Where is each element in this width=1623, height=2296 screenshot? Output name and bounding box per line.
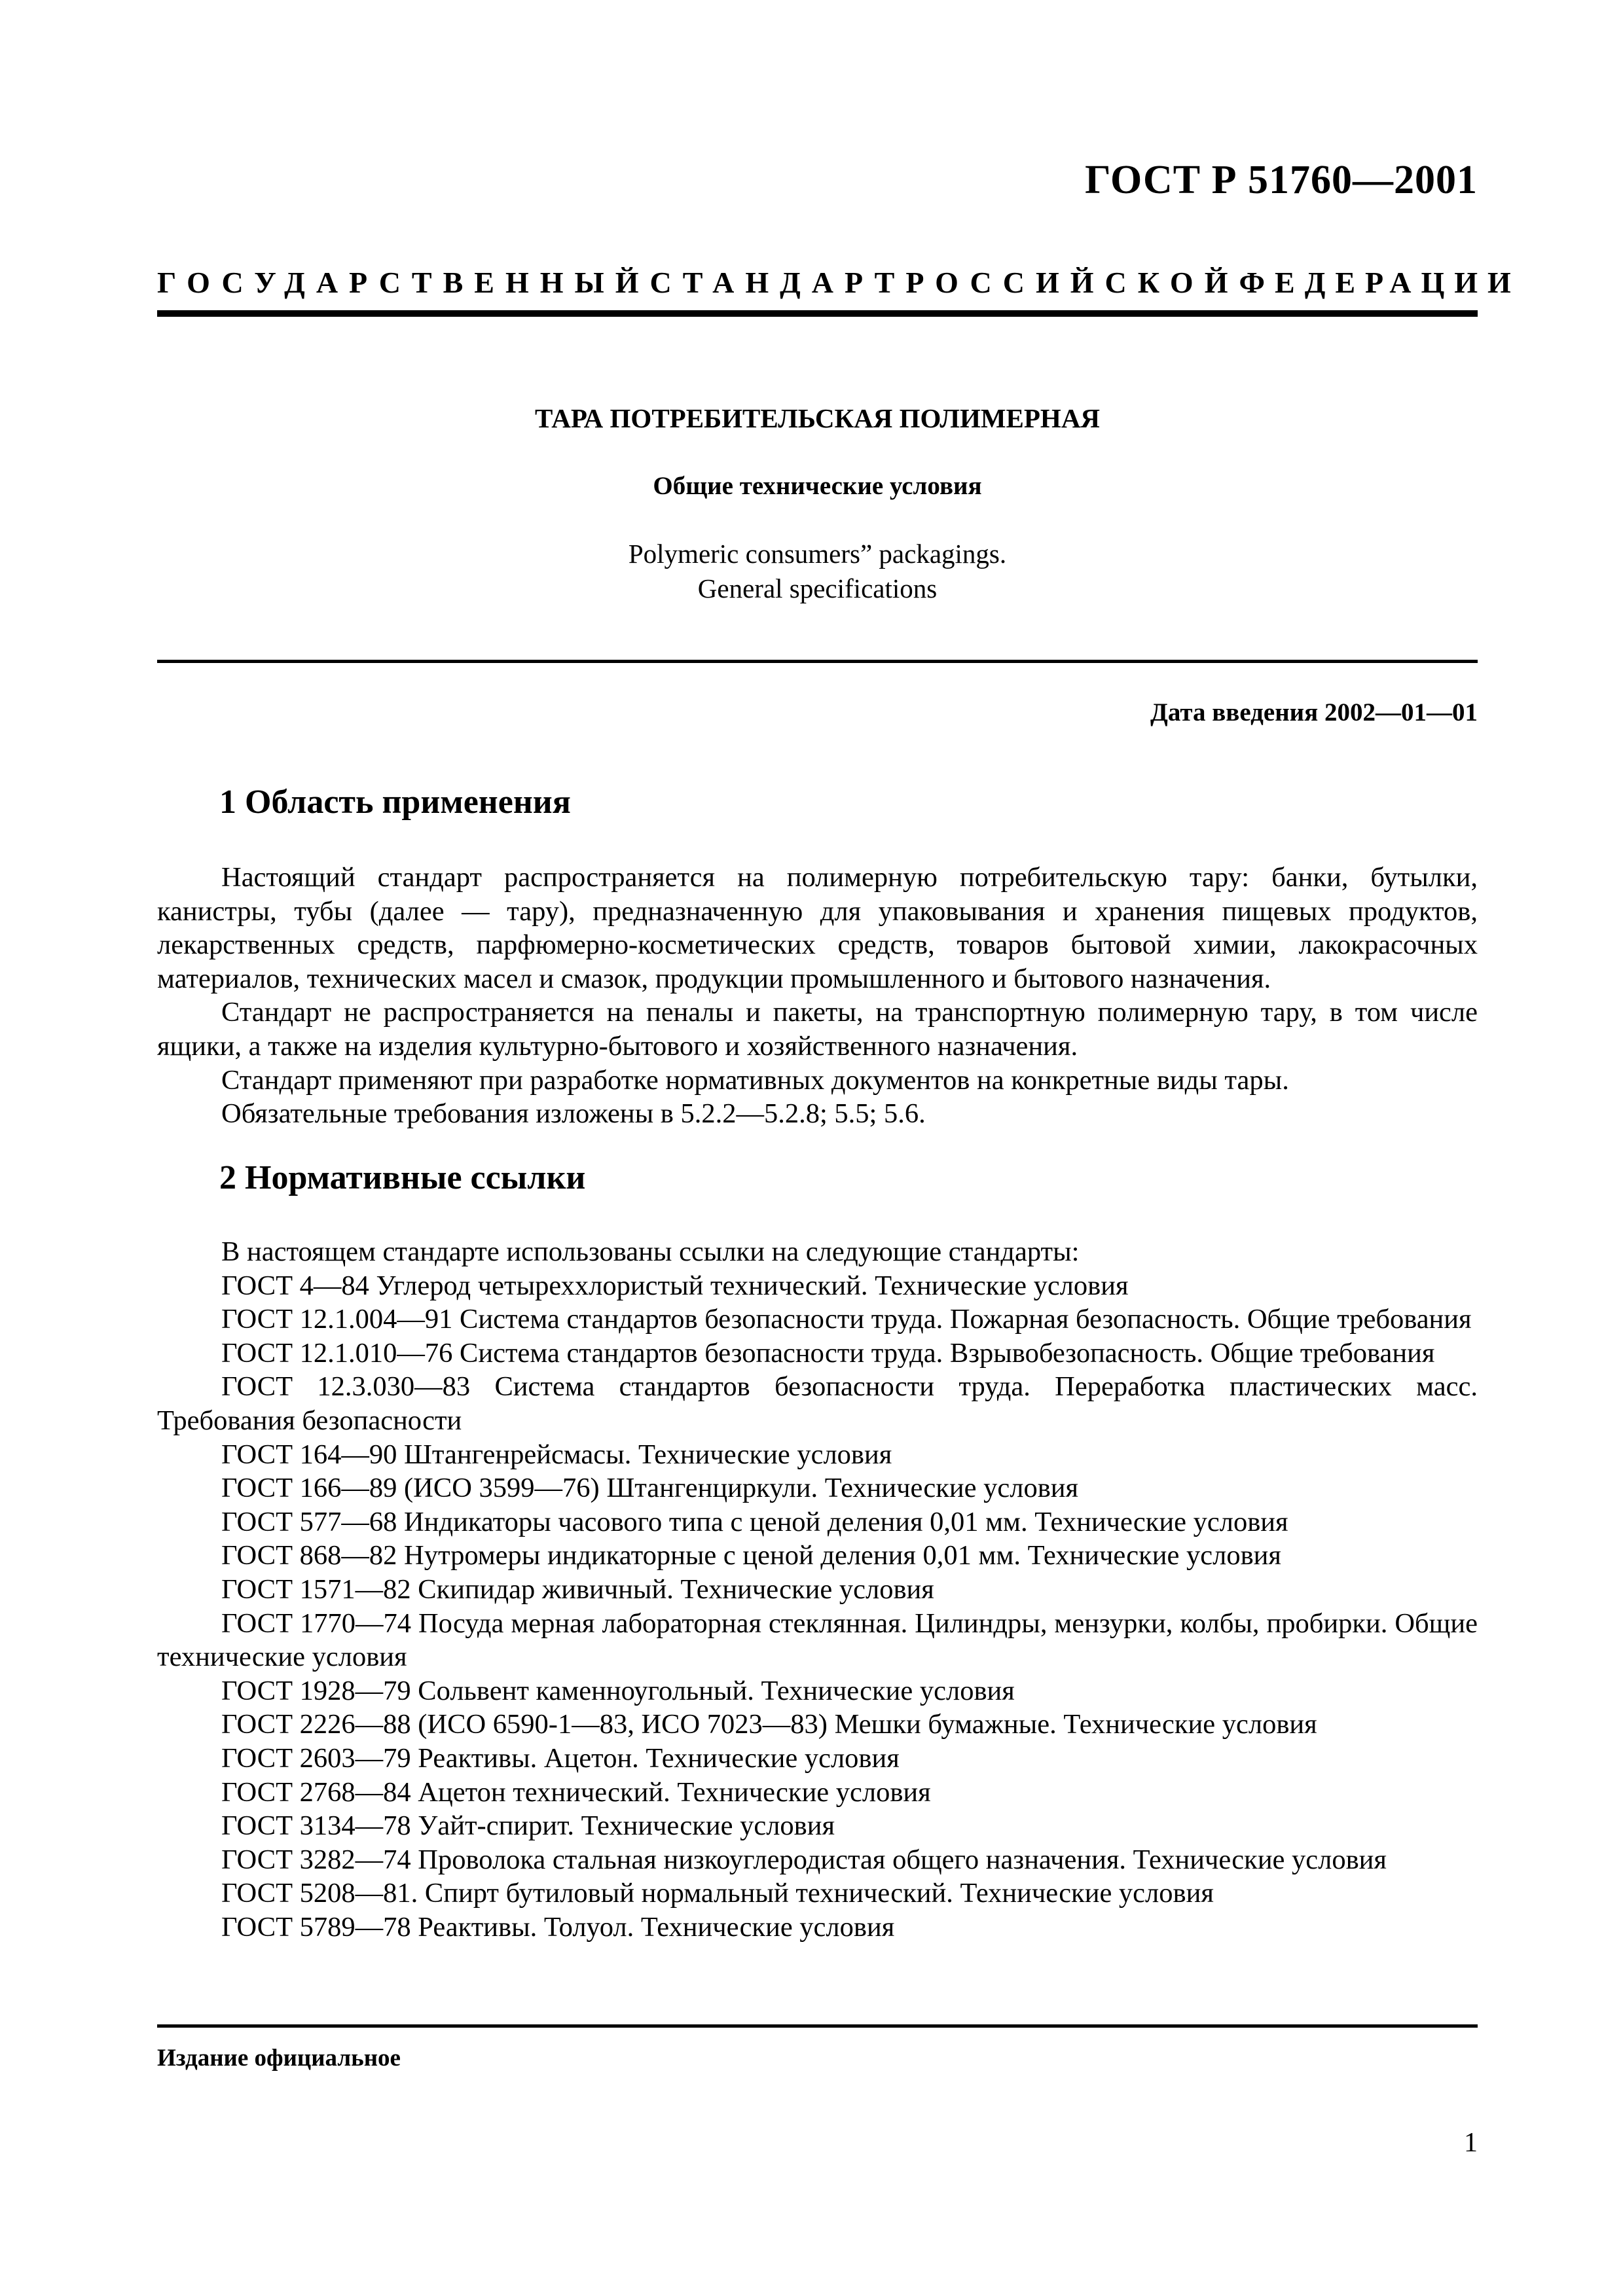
english-title-line: Polymeric consumersˮ packagings. (628, 539, 1007, 569)
paragraph: Обязательные требования изложены в 5.2.2—5.2.8; 5.5; 5.6. (221, 1098, 926, 1130)
reference-item: ГОСТ 12.1.010—76 Система стандартов безопасности труда. Взрывобезопасность. Общие требования (221, 1337, 1435, 1369)
reference-item: ГОСТ 5789—78 Реактивы. Толуол. Технические условия (221, 1911, 895, 1943)
reference-item: ГОСТ 3282—74 Проволока стальная низкоуглеродистая общего назначения. Технические условия (221, 1844, 1387, 1875)
state-standard-banner (157, 265, 1521, 300)
paragraph: Стандарт не распространяется на пеналы и пакеты, на транспортную полимерную тару, в том числе ящики, а также на изделия культурно-бытового и хозяйственного назначения. (157, 997, 1478, 1062)
section-2-heading: 2 Нормативные ссылки (219, 1159, 586, 1196)
section-1-heading: 1 Область применения (219, 783, 571, 821)
reference-item: ГОСТ 166—89 (ИСО 3599—76) Штангенциркули. Технические условия (221, 1473, 1079, 1504)
reference-item: ГОСТ 1571—82 Скипидар живичный. Технические условия (221, 1573, 934, 1605)
banner-word: ГОСУДАРСТВЕННЫЙ (157, 266, 650, 299)
paragraph: Стандарт применяют при разработке нормативных документов на конкретные виды тары. (221, 1064, 1289, 1096)
title-rule (157, 660, 1478, 663)
reference-item: ГОСТ 2226—88 (ИСО 6590-1—83, ИСО 7023—83) Мешки бумажные. Технические условия (221, 1709, 1317, 1740)
banner-word: ФЕДЕРАЦИИ (1239, 266, 1521, 299)
introduction-date: Дата введения 2002—01—01 (1150, 698, 1478, 726)
banner-word: РОССИЙСКОЙ (905, 266, 1239, 299)
document-code: ГОСТ Р 51760—2001 (1085, 158, 1478, 202)
paragraph: Настоящий стандарт распространяется на полимерную потребительскую тару: банки, бутылки, канистры, тубы (далее — тару), предназначенную для упаковывания и хранения пищевых продуктов, лекарственных средств, парфюмерно-косметических средств, товаров бытовой химии, лакокрасочных материалов, технических масел и смазок, продукции промышленного и бытового назначения. (157, 862, 1478, 994)
document-subtitle: Общие технические условия (653, 472, 982, 500)
english-title (157, 537, 1478, 606)
section-1-body (157, 861, 1478, 1131)
page-number: 1 (1464, 2128, 1478, 2158)
banner-word: СТАНДАРТ (649, 266, 906, 299)
reference-item: ГОСТ 2603—79 Реактивы. Ацетон. Технические условия (221, 1742, 900, 1774)
official-edition-note: Издание официальное (157, 2045, 401, 2072)
reference-item: ГОСТ 868—82 Нутромеры индикаторные с ценой деления 0,01 мм. Технические условия (221, 1540, 1281, 1571)
section-2-body (157, 1235, 1478, 1944)
reference-item: ГОСТ 164—90 Штангенрейсмасы. Технические условия (221, 1439, 892, 1470)
english-title-line: General specifications (697, 573, 938, 603)
reference-item: ГОСТ 12.1.004—91 Система стандартов безопасности труда. Пожарная безопасность. Общие требования (221, 1304, 1472, 1335)
reference-item: ГОСТ 12.3.030—83 Система стандартов безопасности труда. Переработка пластических масс. Требования безопасности (157, 1371, 1478, 1436)
references-intro: В настоящем стандарте использованы ссылки на следующие стандарты: (221, 1236, 1080, 1267)
reference-item: ГОСТ 577—68 Индикаторы часового типа с ценой деления 0,01 мм. Технические условия (221, 1506, 1288, 1537)
reference-item: ГОСТ 2768—84 Ацетон технический. Технические условия (221, 1776, 931, 1808)
reference-item: ГОСТ 4—84 Углерод четыреххлористый технический. Технические условия (221, 1270, 1129, 1301)
reference-item: ГОСТ 1770—74 Посуда мерная лабораторная стеклянная. Цилиндры, мензурки, колбы, пробирки. Общие технические условия (157, 1607, 1478, 1673)
reference-item: ГОСТ 3134—78 Уайт-спирит. Технические условия (221, 1810, 835, 1842)
header-rule (157, 310, 1478, 317)
reference-item: ГОСТ 1928—79 Сольвент каменноугольный. Технические условия (221, 1675, 1015, 1706)
document-title: ТАРА ПОТРЕБИТЕЛЬСКАЯ ПОЛИМЕРНАЯ (534, 403, 1101, 433)
reference-item: ГОСТ 5208—81. Спирт бутиловый нормальный технический. Технические условия (221, 1878, 1214, 1909)
footer-rule (157, 2024, 1478, 2028)
